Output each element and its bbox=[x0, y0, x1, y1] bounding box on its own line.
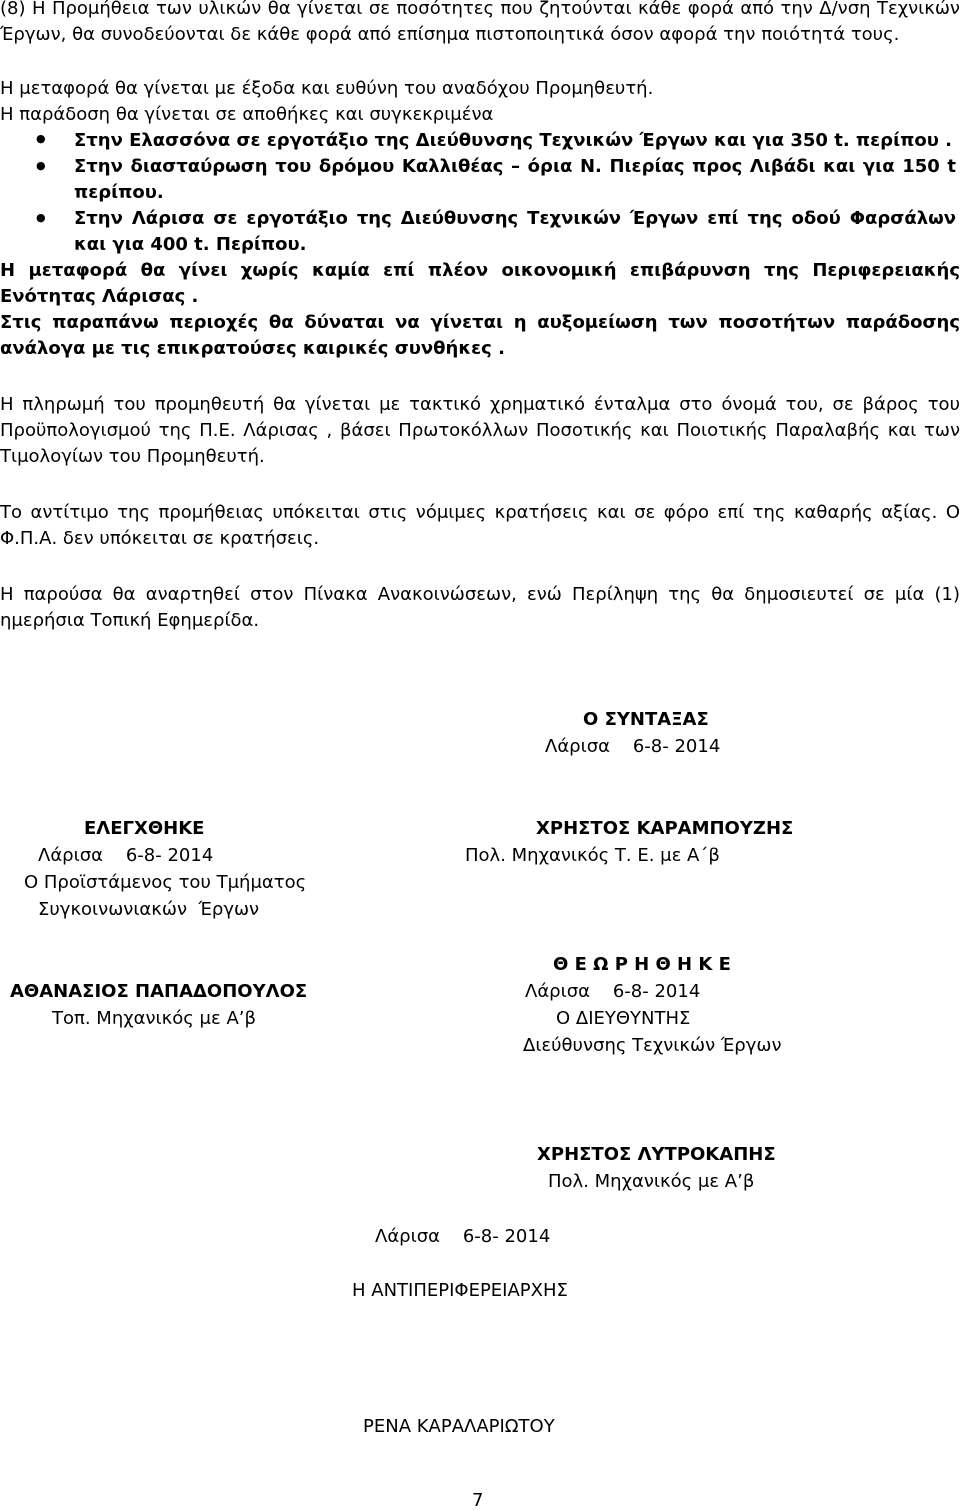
signature-dept-elegxthike: Συγκοινωνιακών Έργων bbox=[38, 899, 260, 920]
signature-title-elegxthike: ΕΛΕΓΧΘΗΚΕ bbox=[84, 818, 205, 839]
signature-name-author: ΧΡΗΣΤΟΣ ΚΑΡΑΜΠΟΥΖΗΣ bbox=[536, 818, 794, 839]
bullet-larisa: Στην Λάρισα σε εργοτάξιο της Διεύθυνσης Τεχνικών Έργων επί της οδού Φαρσάλων και για 400 t. Περίπου. bbox=[74, 208, 956, 255]
bullet-icon: ● bbox=[36, 211, 46, 224]
signature-name-elegxthike: ΑΘΑΝΑΣΙΟΣ ΠΑΠΑΔΟΠΟΥΛΟΣ bbox=[10, 981, 308, 1002]
paragraph-no-extra-cost: Η μεταφορά θα γίνει χωρίς καμία επί πλέον οικονομική επιβάρυνση της Περιφερειακής Ενότητας Λάρισας . bbox=[0, 260, 960, 307]
bullet-icon: ● bbox=[36, 159, 46, 172]
signature-name-antiperifereiarxis: ΡΕΝΑ ΚΑΡΑΛΑΡΙΩΤΟΥ bbox=[363, 1416, 555, 1437]
paragraph-delivery-intro: Η παράδοση θα γίνεται σε αποθήκες και συγκεκριμένα bbox=[0, 104, 494, 125]
bullet-elassona: Στην Ελασσόνα σε εργοτάξιο της Διεύθυνσης Τεχνικών Έργων και για 350 t. περίπου . bbox=[74, 130, 952, 151]
paragraph-deductions: Το αντίτιμο της προμήθειας υπόκειται στις νόμιμες κρατήσεις και σε φόρο επί της καθαρής αξίας. Ο Φ.Π.Α. δεν υπόκειται σε κρατήσεις. bbox=[0, 502, 960, 549]
signature-rank-elegxthike: Τοπ. Μηχανικός με Α’β bbox=[52, 1008, 256, 1029]
bullet-icon: ● bbox=[36, 132, 46, 145]
signature-date-elegxthike: Λάρισα 6-8- 2014 bbox=[38, 845, 214, 866]
signature-date-theorithike: Λάρισα 6-8- 2014 bbox=[525, 981, 701, 1002]
paragraph-supply-terms: (8) Η Προμήθεια των υλικών θα γίνεται σε ποσότητες που ζητούνται κάθε φορά από την Δ/νση Τεχνικών Έργων, θα συνοδεύονται δε κάθε φορά από επίσημα πιστοποιητικά όσον αφορά την ποιότητά τους. bbox=[0, 0, 960, 45]
signature-title-syntaxas: Ο ΣΥΝΤΑΞΑΣ bbox=[583, 709, 709, 730]
signature-title-theorithike: Θ Ε Ω Ρ Η Θ Η Κ Ε bbox=[553, 954, 731, 975]
signature-date-antiperifereiarxis: Λάρισα 6-8- 2014 bbox=[375, 1226, 551, 1247]
signature-dept-theorithike: Διεύθυνσης Τεχνικών Έργων bbox=[523, 1035, 782, 1056]
signature-rank-director: Πολ. Μηχανικός με Α’β bbox=[548, 1171, 755, 1192]
paragraph-payment: Η πληρωμή του προμηθευτή θα γίνεται με τακτικό χρηματικό ένταλμα στο όνομά του, σε βάρος του Προϋπολογισμού της Π.Ε. Λάρισας , βάσει Πρωτοκόλλων Ποσοτικής και Ποιοτικής Παραλαβής και των Τιμολογίων του Προμηθευτή. bbox=[0, 394, 960, 467]
signature-title-antiperifereiarxis: Η ΑΝΤΙΠΕΡΙΦΕΡΕΙΑΡΧΗΣ bbox=[352, 1280, 568, 1301]
paragraph-publication: Η παρούσα θα αναρτηθεί στον Πίνακα Ανακοινώσεων, ενώ Περίληψη της θα δημοσιευτεί σε μία (1) ημερήσια Τοπική Εφημερίδα. bbox=[0, 584, 960, 631]
page-number: 7 bbox=[472, 1490, 484, 1511]
signature-rank-author: Πολ. Μηχανικός Τ. Ε. με Α΄β bbox=[465, 845, 720, 866]
signature-role-theorithike: Ο ΔΙΕΥΘΥΝΤΗΣ bbox=[556, 1008, 691, 1029]
paragraph-transport-cost: Η μεταφορά θα γίνεται με έξοδα και ευθύνη του αναδόχου Προμηθευτή. bbox=[0, 78, 654, 99]
signature-role-elegxthike: Ο Προϊστάμενος του Τμήματος bbox=[24, 872, 307, 893]
paragraph-quantity-variation: Στις παραπάνω περιοχές θα δύναται να γίνεται η αυξομείωση των ποσοτήτων παράδοσης ανάλογα με τις επικρατούσες καιρικές συνθήκες . bbox=[0, 312, 960, 359]
signature-name-director: ΧΡΗΣΤΟΣ ΛΥΤΡΟΚΑΠΗΣ bbox=[537, 1144, 776, 1165]
signature-date-syntaxas: Λάρισα 6-8- 2014 bbox=[545, 736, 721, 757]
bullet-kallithea: Στην διασταύρωση του δρόμου Καλλιθέας – όρια Ν. Πιερίας προς Λιβάδι και για 150 t περίπου. bbox=[74, 156, 956, 203]
